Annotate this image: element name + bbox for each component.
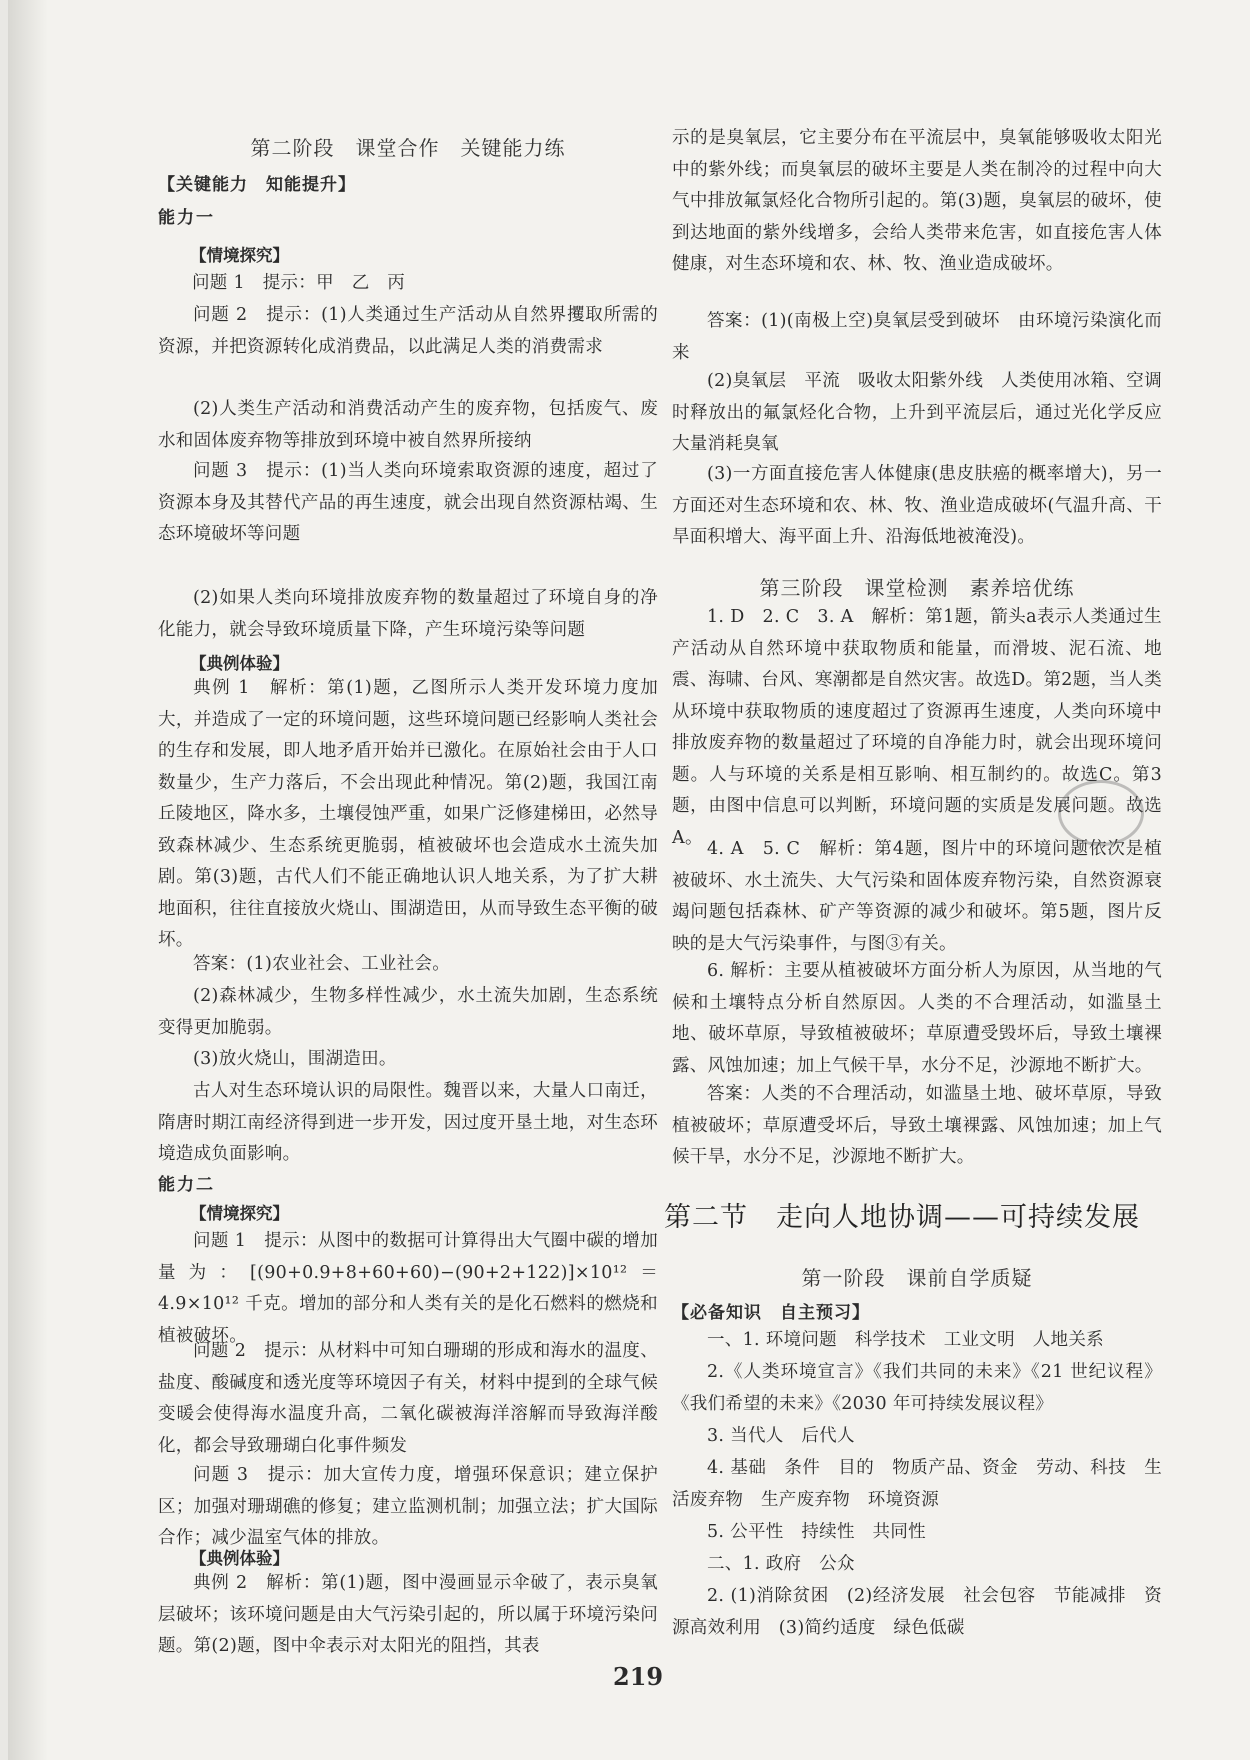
page-number: 219 (613, 1662, 664, 1691)
knowledge-item-3: 3. 当代人 后代人 (707, 1426, 855, 1446)
example-heading-2: 【典例体验】 (190, 1549, 289, 1568)
ability-one-heading: 能力一 (158, 208, 215, 228)
ability-2-question-3: 问题 3 提示：加大宣传力度，增强环保意识；建立保护区；加强对珊瑚礁的修复；建立监测机制；加强立法；扩大国际合作；减少温室气体的排放。 (158, 1465, 658, 1548)
example-1-answer: 答案：(1)农业社会、工业社会。 (193, 954, 451, 974)
example-2-answer-3: (3)一方面直接危害人体健康(患皮肤癌的概率增大)，另一方面还对生态环境和农、林、牧、渔业造成破坏(气温升高、干旱面积增大、海平面上升、沿海低地被淹没)。 (672, 464, 1162, 547)
answer-6-analysis: 6. 解析：主要从植被破坏方面分析人为原因，从当地的气候和土壤特点分析自然原因。人类的不合理活动，如滥垦土地、破坏草原，导致植被破坏；草原遭受毁坏后，导致土壤裸露、风蚀加速；加上气候干旱，水分不足，沙源地不断扩大。 (672, 961, 1162, 1076)
ability-two-heading: 能力二 (158, 1175, 215, 1195)
document-page (8, 0, 1250, 1760)
knowledge-item-6: 二、1. 政府 公众 (707, 1554, 855, 1574)
stage-one-title: 第一阶段 课前自学质疑 (801, 1266, 1033, 1290)
question-3-part-2: (2)如果人类向环境排放废弃物的数量超过了环境自身的净化能力，就会导致环境质量下降，产生环境污染等问题 (158, 588, 658, 640)
knowledge-item-7: 2. (1)消除贫困 (2)经济发展 社会包容 节能减排 资源高效利用 (3)简约适度 绿色低碳 (672, 1586, 1162, 1638)
scene-explore-heading-1: 【情境探究】 (190, 246, 289, 265)
key-ability-heading: 【关键能力 知能提升】 (158, 175, 356, 195)
knowledge-item-5: 5. 公平性 持续性 共同性 (707, 1522, 926, 1542)
example-1-answer-3: (3)放火烧山，围湖造田。 (193, 1049, 397, 1069)
ability-2-question-2: 问题 2 提示：从材料中可知白珊瑚的形成和海水的温度、盐度、酸碱度和透光度等环境因子有关，材料中提到的全球气候变暖会使得海水温度升高，二氧化碳被海洋溶解而导致海洋酸化，都会导致珊瑚白化事件频发 (158, 1341, 658, 1456)
knowledge-item-1: 一、1. 环境问题 科学技术 工业文明 人地关系 (707, 1330, 1104, 1350)
example-1-answer-2: (2)森林减少，生物多样性减少，水土流失加剧，生态系统变得更加脆弱。 (158, 986, 658, 1038)
example-2-analysis: 典例 2 解析：第(1)题，图中漫画显示伞破了，表示臭氧层破坏；该环境问题是由大气污染引起的，所以属于环境污染问题。第(2)题，图中伞表示对太阳光的阻挡，其表 (158, 1573, 658, 1656)
stage-two-title: 第二阶段 课堂合作 关键能力练 (250, 136, 566, 160)
example-heading-1: 【典例体验】 (190, 654, 289, 673)
knowledge-item-2: 2.《人类环境宣言》《我们共同的未来》《21 世纪议程》《我们希望的未来》《2030 年可持续发展议程》 (672, 1362, 1162, 1414)
question-2-part-2: (2)人类生产活动和消费活动产生的废弃物，包括废气、废水和固体废弃物等排放到环境中被自然界所接纳 (158, 399, 658, 451)
question-3: 问题 3 提示：(1)当人类向环境索取资源的速度，超过了资源本身及其替代产品的再生速度，就会出现自然资源枯竭、生态环境破坏等问题 (158, 461, 658, 544)
ability-2-question-1: 问题 1 提示：从图中的数据可计算得出大气圈中碳的增加量为：[(90+0.9+8+60+60)−(90+2+122)]×10¹²＝4.9×10¹² 千克。增加的部分和人类有关的是化石燃料的燃烧和植被破坏。 (158, 1231, 658, 1346)
section-two-title: 第二节 走向人地协调——可持续发展 (664, 1202, 1140, 1233)
example-1-answer-4: 古人对生态环境认识的局限性。魏晋以来，大量人口南迁，隋唐时期江南经济得到进一步开发，因过度开垦土地，对生态环境造成负面影响。 (158, 1081, 658, 1164)
scene-explore-heading-2: 【情境探究】 (190, 1204, 289, 1223)
answers-1-3: 1. D 2. C 3. A 解析：第1题，箭头a表示人类通过生产活动从自然环境中获取物质和能量，而滑坡、泥石流、地震、海啸、台风、寒潮都是自然灾害。故选D。第2题，当人类从环境中获取物质的速度超过了资源再生速度，人类向环境中排放废弃物的数量超过了环境的自净能力时，就会出现环境问题。人与环境的关系是相互影响、相互制约的。故选C。第3题，由图中信息可以判断，环境问题的实质是发展问题。故选A。 (672, 607, 1162, 848)
knowledge-item-4: 4. 基础 条件 目的 物质产品、资金 劳动、科技 生活废弃物 生产废弃物 环境资源 (672, 1458, 1162, 1510)
page-fold-shadow (8, 0, 48, 1760)
essential-knowledge-heading: 【必备知识 自主预习】 (672, 1303, 870, 1323)
example-2-answer: 答案：(1)(南极上空)臭氧层受到破坏 由环境污染演化而来 (672, 311, 1162, 363)
answer-6: 答案：人类的不合理活动，如滥垦土地、破坏草原，导致植被破坏；草原遭受坏后，导致土壤裸露、风蚀加速；加上气候干旱，水分不足，沙源地不断扩大。 (672, 1084, 1162, 1167)
example-2-analysis-continued: 示的是臭氧层，它主要分布在平流层中，臭氧能够吸收太阳光中的紫外线；而臭氧层的破坏主要是人类在制冷的过程中向大气中排放氟氯烃化合物所引起的。第(3)题，臭氧层的破坏，使到达地面的紫外线增多，会给人类带来危害，如直接危害人体健康，对生态环境和农、林、牧、渔业造成破坏。 (672, 128, 1162, 274)
question-1: 问题 1 提示：甲 乙 丙 (192, 273, 406, 293)
answers-4-5: 4. A 5. C 解析：第4题，图片中的环境问题依次是植被破坏、水土流失、大气污染和固体废弃物污染，自然资源衰竭问题包括森林、矿产等资源的减少和破坏。第5题，图片反映的是大气污染事件，与图③有关。 (672, 839, 1162, 954)
example-1-analysis: 典例 1 解析：第(1)题，乙图所示人类开发环境力度加大，并造成了一定的环境问题，这些环境问题已经影响人类社会的生存和发展，即人地矛盾开始并已激化。在原始社会由于人口数量少，生产力落后，不会出现此种情况。第(2)题，我国江南丘陵地区，降水多，土壤侵蚀严重，如果广泛修建梯田，必然导致森林减少、生态系统更脆弱，植被破坏也会造成水土流失加剧。第(3)题，古代人们不能正确地认识人地关系，为了扩大耕地面积，往往直接放火烧山、围湖造田，从而导致生态平衡的破坏。 (158, 678, 658, 950)
stamp-watermark (1058, 780, 1144, 846)
stage-three-title: 第三阶段 课堂检测 素养培优练 (759, 576, 1075, 600)
question-2: 问题 2 提示：(1)人类通过生产活动从自然界攫取所需的资源，并把资源转化成消费品，以此满足人类的消费需求 (158, 305, 658, 357)
example-2-answer-2: (2)臭氧层 平流 吸收太阳紫外线 人类使用冰箱、空调时释放出的氟氯烃化合物，上升到平流层后，通过光化学反应大量消耗臭氧 (672, 371, 1162, 454)
